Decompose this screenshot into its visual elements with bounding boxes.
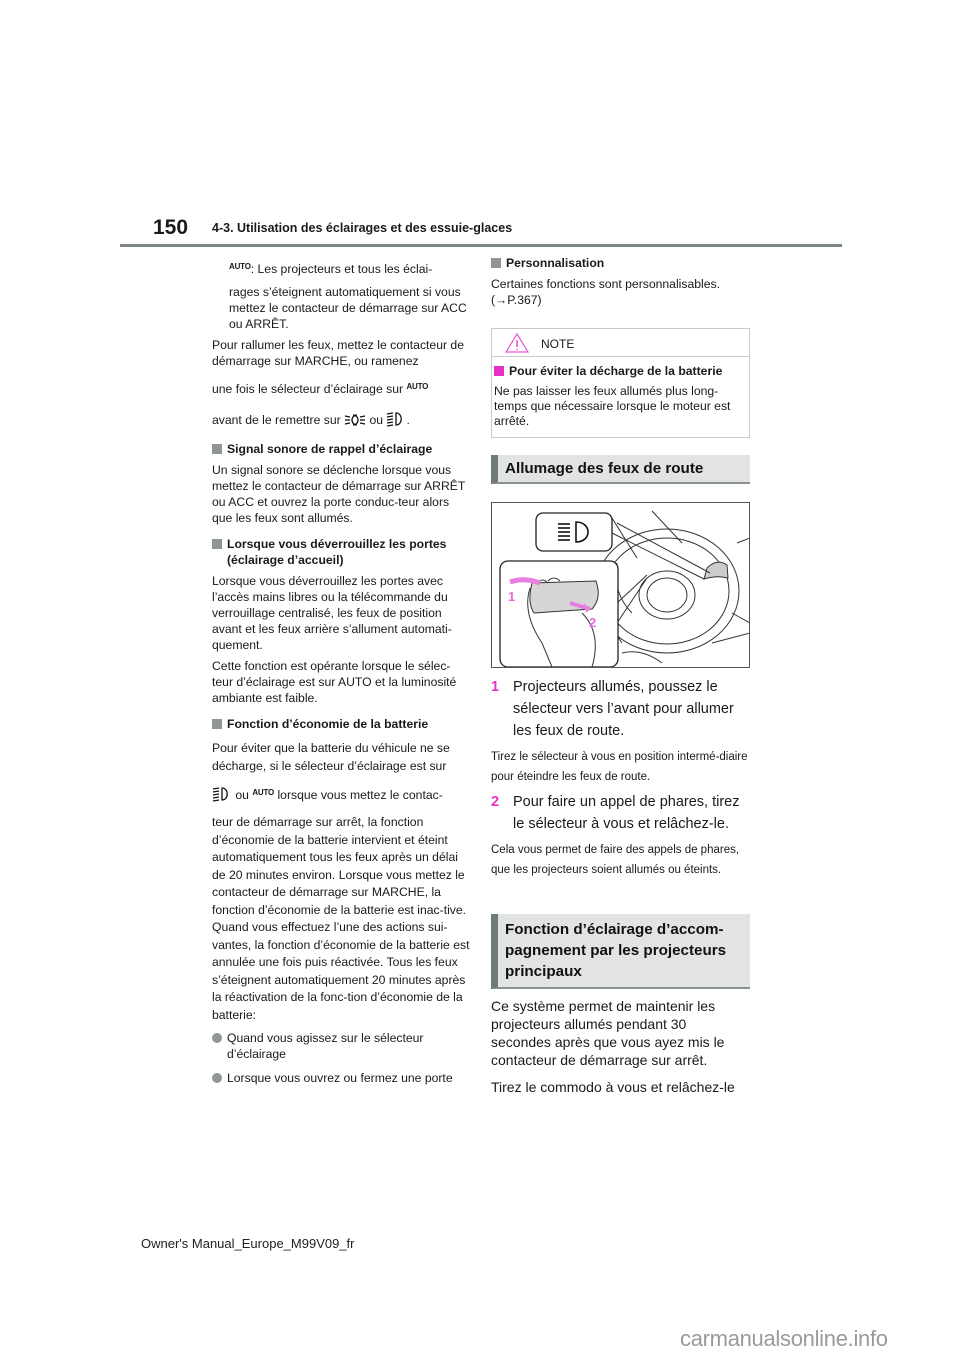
section-title: 4-3. Utilisation des éclairages et des essuie-glaces: [212, 221, 513, 235]
headlight-low-beam-icon: [212, 786, 232, 806]
subhead-battery: Fonction d’économie de la batterie: [212, 716, 470, 732]
step-1: 1 Projecteurs allumés, poussez le sélecteur vers l’avant pour allumer les feux de route.: [491, 676, 750, 742]
subhead-customization: Personnalisation: [491, 255, 750, 271]
round-bullet-icon: [212, 1033, 222, 1043]
signal-body: Un signal sonore se déclenche lorsque vous mettez le contacteur de démarrage sur ARRÊT ou ACC et ouvrez la porte conduc-teur alors que les feux sont allumés.: [212, 463, 466, 525]
square-bullet-icon: [212, 719, 222, 729]
magenta-square-icon: [494, 366, 504, 376]
parking-lights-icon: [344, 413, 366, 431]
header-divider: [120, 244, 842, 247]
page-reference-link[interactable]: (→P.367): [491, 293, 542, 307]
auto-icon: AUTO: [406, 382, 429, 391]
step-1-note: Tirez le sélecteur à vous en position intermé-diaire pour éteindre les feux de route.: [491, 751, 748, 783]
note-body: [492, 357, 749, 437]
follow-me-body: Ce système permet de maintenir les projecteurs allumés pendant 30 secondes après que vous ayez mis le contacteur de démarrage sur arrêt.: [491, 998, 725, 1068]
battery-icon-line: ou $^{AUTO}$ lorsque vous mettez le contac-: [212, 785, 470, 806]
follow-me-body-2: Tirez le commodo à vous et relâchez-le: [491, 1079, 735, 1095]
round-bullet-icon: [212, 1073, 222, 1083]
left-column: [212, 258, 470, 1086]
auto-item-rest: rages s’éteignent automatiquement si vous mettez le contacteur de démarrage sur ACC ou ARRÊT.: [229, 285, 467, 331]
subhead-signal: Signal sonore de rappel d’éclairage: [212, 441, 470, 457]
note-title: Pour éviter la décharge de la batterie: [494, 363, 741, 379]
note-label: NOTE: [541, 337, 575, 351]
relight-text: Pour rallumer les feux, mettez le contacteur de démarrage sur MARCHE, ou ramenez: [212, 338, 464, 368]
auto-item-line1: : Les projecteurs et tous les éclai-: [250, 262, 433, 276]
customization-body: Certaines fonctions sont personnalisables.: [491, 277, 720, 291]
list-item: Quand vous agissez sur le sélecteur d’éclairage: [212, 1030, 470, 1062]
square-bullet-icon: [212, 444, 222, 454]
page-number: 150: [153, 216, 189, 239]
relight-line3: avant de le remettre sur ou .: [212, 411, 470, 431]
auto-icon: AUTO: [229, 262, 251, 271]
note-box: [491, 328, 750, 438]
step-2: 2 Pour faire un appel de phares, tirez le sélecteur à vous et relâchez-le.: [491, 791, 750, 835]
battery-intro: Pour éviter que la batterie du véhicule ne se décharge, si le sélecteur d’éclairage est sur: [212, 741, 450, 773]
relight-line2: une fois le sélecteur d’éclairage sur $^{AUTO}$: [212, 382, 429, 396]
welcome-body-2: Cette fonction est opérante lorsque le sélec-teur d’éclairage est sur AUTO et la luminosité ambiante est faible.: [212, 659, 457, 705]
square-bullet-icon: [212, 539, 222, 549]
heading-high-beam: Allumage des feux de route: [491, 455, 750, 484]
auto-icon: AUTO: [252, 788, 275, 797]
manual-id-footer: Owner's Manual_Europe_M99V09_fr: [141, 1236, 355, 1251]
note-text: Ne pas laisser les feux allumés plus long-temps que nécessaire lorsque le moteur est arrêté.: [494, 384, 731, 428]
warning-triangle-icon: [505, 333, 529, 357]
battery-body: teur de démarrage sur arrêt, la fonction d’économie de la batterie intervient et éteint automatiquement tous les feux après un délai de 20 minutes environ. Lorsque vous mettez le contacteur de démarrage sur MARCHE, la fonction d’économie de la batterie est inac-tive.: [212, 815, 467, 917]
step-number: 1: [491, 679, 500, 695]
headlight-low-beam-icon: [386, 411, 406, 431]
square-bullet-icon: [491, 258, 501, 268]
subhead-welcome: Lorsque vous déverrouillez les portes (éclairage d’accueil): [212, 536, 470, 568]
high-beam-illustration: [491, 502, 750, 668]
battery-body-2: Quand vous effectuez l’une des actions sui-vantes, la fonction d’économie de la batterie est annulée une fois puis réactivée. Tous les feux s’éteignent automatiquement 20 minutes après la réactivation de la fonc-tion d’économie de la batterie:: [212, 920, 470, 1022]
heading-follow-me: Fonction d’éclairage d’accom-pagnement par les projecteurs principaux: [491, 914, 750, 989]
step-2-note: Cela vous permet de faire des appels de phares, que les projecteurs soient allumés ou éteints.: [491, 844, 740, 876]
note-header: [492, 329, 749, 357]
auto-item: [212, 258, 470, 278]
label-1: 1: [508, 589, 516, 604]
welcome-body: Lorsque vous déverrouillez les portes avec l’accès mains libres ou la télécommande du verrouillage centralisé, les feux de position avant et les feux arrière s’allument automati-quement.: [212, 574, 452, 652]
watermark-link[interactable]: carmanualsonline.info: [680, 1326, 888, 1351]
list-item: Lorsque vous ouvrez ou fermez une porte: [212, 1070, 470, 1086]
right-column: [491, 255, 750, 1096]
step-number: 2: [491, 794, 500, 810]
label-2: 2: [589, 615, 597, 630]
